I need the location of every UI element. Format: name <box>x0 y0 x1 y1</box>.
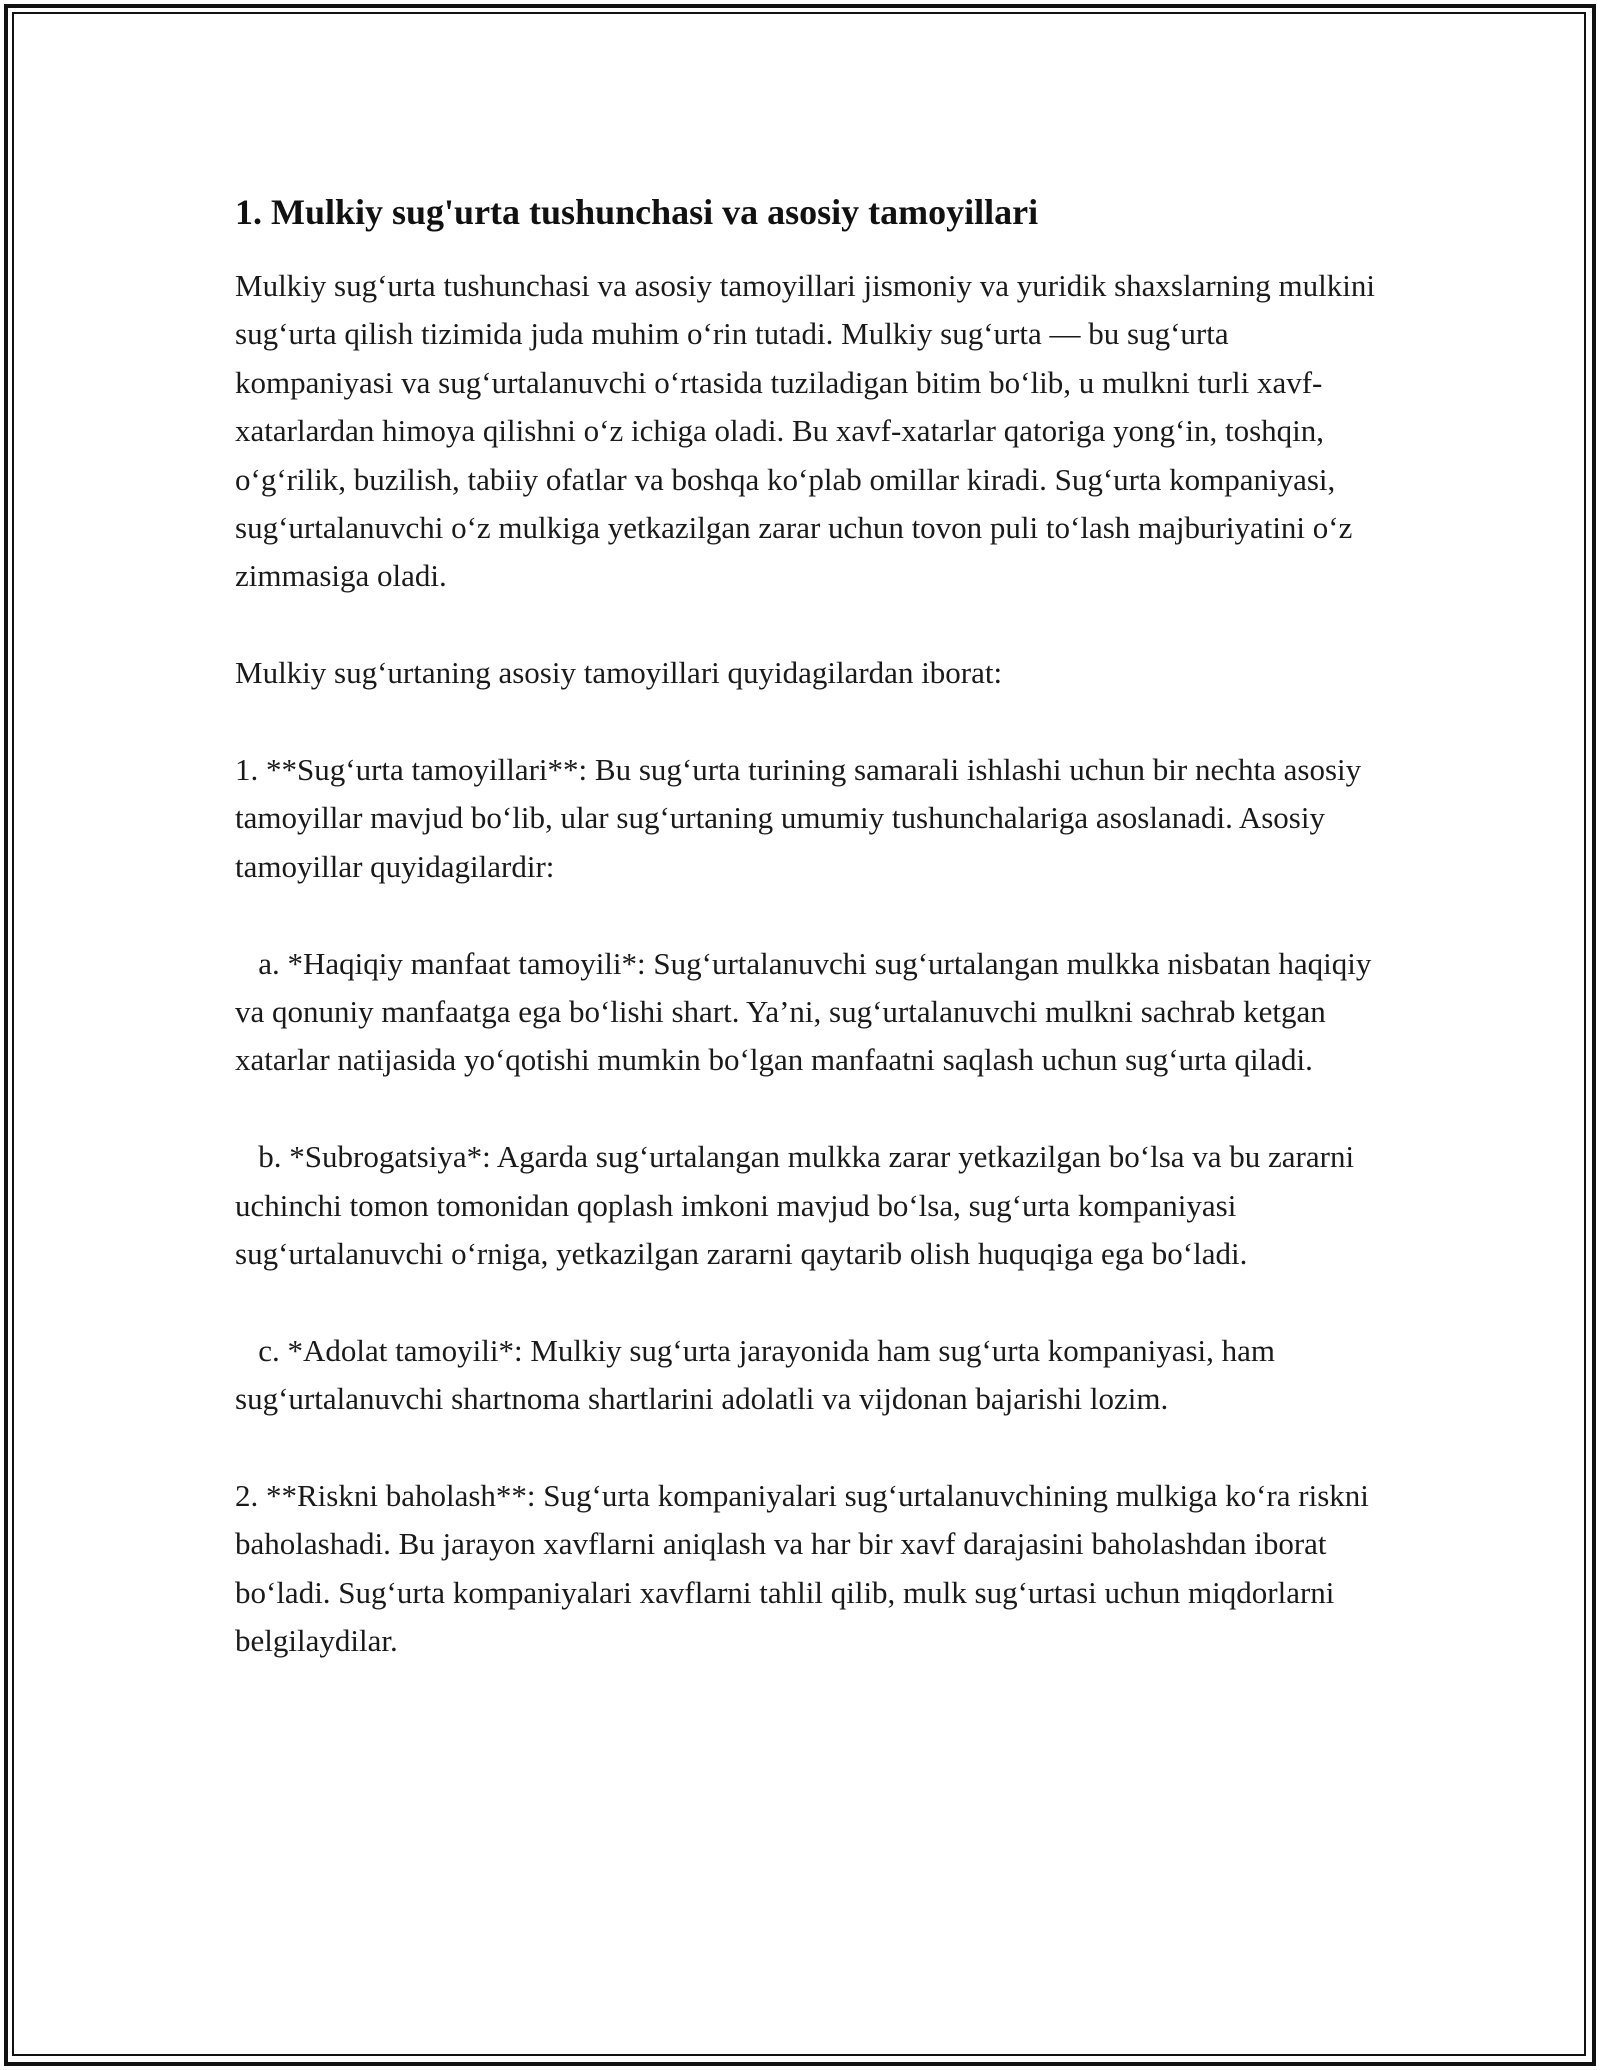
list-item-2: 2. **Riskni baholash**: Sug‘urta kompaniyalari sug‘urtalanuvchining mulkiga ko‘ra riskni baholashadi. Bu jarayon xavflarni aniqlash va har bir xavf darajasini baholashdan iborat bo‘ladi. Sug‘urta kompaniyalari xavflarni tahlil qilib, mulk sug‘urtasi uchun miqdorlarni belgilaydilar. <box>235 1478 1377 1659</box>
paragraph-spacer <box>235 1278 1375 1326</box>
paragraph-spacer <box>235 601 1375 649</box>
list-item-1: 1. **Sug‘urta tamoyillari**: Bu sug‘urta turining samarali ishlashi uchun bir nechta asosiy tamoyillar mavjud bo‘lib, ular sug‘urtaning umumiy tushunchalariga asoslanadi. Asosiy tamoyillar quyidagilardir: <box>235 752 1369 884</box>
paragraph-spacer <box>235 1085 1375 1133</box>
intro-paragraph: Mulkiy sug‘urta tushunchasi va asosiy tamoyillari jismoniy va yuridik shaxslarning mulkini sug‘urta qilish tizimida juda muhim o‘rin tutadi. Mulkiy sug‘urta — bu sug‘urta kompaniyasi va sug‘urtalanuvchi o‘rtasida tuziladigan bitim bo‘lib, u mulkni turli xavf-xatarlardan himoya qilishni o‘z ichiga oladi. Bu xavf-xatarlar qatoriga yong‘in, toshqin, o‘g‘rilik, buzilish, tabiiy ofatlar va boshqa ko‘plab omillar kiradi. Sug‘urta kompaniyasi, sug‘urtalanuvchi o‘z mulkiga yetkazilgan zarar uchun tovon puli to‘lash majburiyatini o‘z zimmasiga oladi. <box>235 268 1383 594</box>
sub-item-a: a. *Haqiqiy manfaat tamoyili*: Sug‘urtalanuvchi sug‘urtalangan mulkka nisbatan haqiqiy va qonuniy manfaatga ega bo‘lishi shart. Ya’ni, sug‘urtalanuvchi mulkni sachrab ketgan xatarlar natijasida yo‘qotishi mumkin bo‘lgan manfaatni saqlash uchun sug‘urta qiladi. <box>235 945 1380 1078</box>
paragraph-spacer <box>235 1424 1375 1472</box>
section-heading: 1. Mulkiy sug'urta tushunchasi va asosiy tamoyillari <box>235 192 1039 232</box>
sub-item-c: c. *Adolat tamoyili*: Mulkiy sug‘urta jarayonida ham sug‘urta kompaniyasi, ham sug‘urtalanuvchi shartnoma shartlarini adolatli va vijdonan bajarishi lozim. <box>235 1332 1283 1417</box>
principles-lead-paragraph: Mulkiy sug‘urtaning asosiy tamoyillari quyidagilardan iborat: <box>235 655 1003 691</box>
document-body <box>235 188 1383 1666</box>
paragraph-spacer <box>235 698 1375 746</box>
paragraph-spacer <box>235 891 1375 939</box>
sub-item-b: b. *Subrogatsiya*: Agarda sug‘urtalangan mulkka zarar yetkazilgan bo‘lsa va bu zararni uchinchi tomon tomonidan qoplash imkoni mavjud bo‘lsa, sug‘urta kompaniyasi sug‘urtalanuvchi o‘rniga, yetkazilgan zararni qaytarib olish huquqiga ega bo‘ladi. <box>235 1139 1362 1272</box>
